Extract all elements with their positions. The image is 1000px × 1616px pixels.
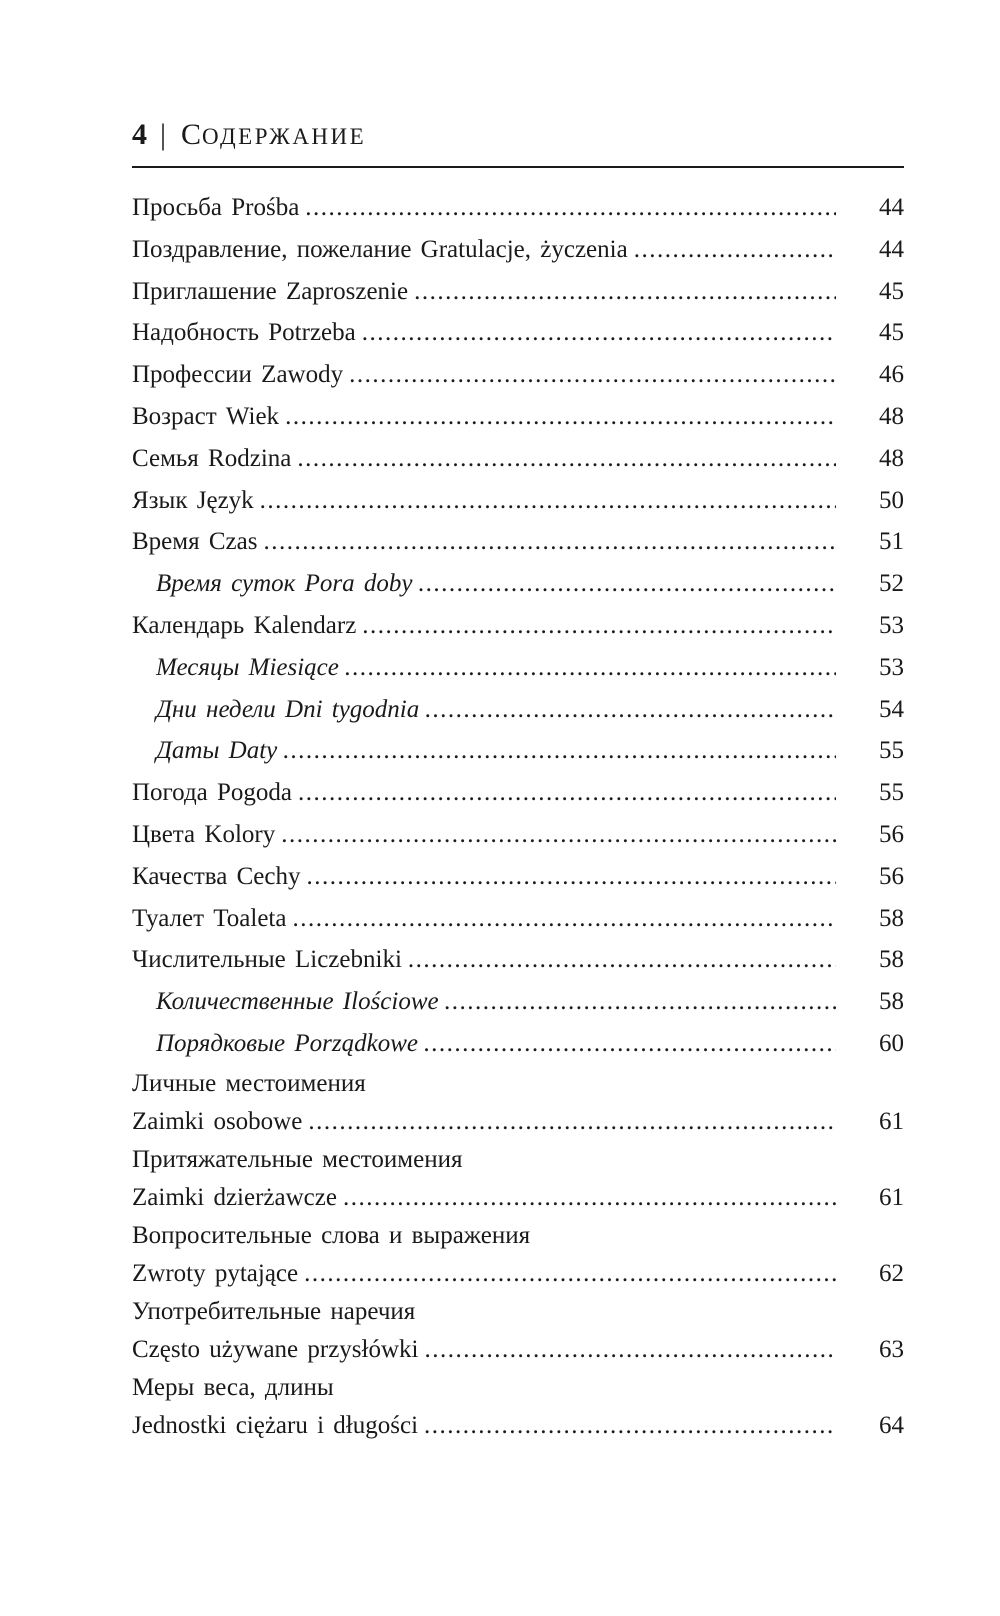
toc-entry-page: 53 xyxy=(879,653,904,681)
toc-entry-title-pl: Zwroty pytające xyxy=(132,1259,299,1287)
toc-entry xyxy=(132,229,904,271)
toc-entry-title: Погода Pogoda xyxy=(132,779,293,807)
toc-entry-title-pl: Zaimki dzierżawcze xyxy=(132,1183,337,1211)
toc-subentry xyxy=(132,563,904,605)
toc-entry-title-ru: Употребительные наречия xyxy=(132,1297,416,1325)
toc-entry xyxy=(132,1217,904,1293)
toc-subentry xyxy=(132,689,904,731)
toc-entry-title: Просьба Prośba xyxy=(132,194,300,221)
toc-entry-title: Цвета Kolory xyxy=(132,820,276,848)
toc-entry xyxy=(132,312,904,354)
toc-entry-page: 52 xyxy=(879,570,904,598)
toc-entry-title: Возраст Wiek xyxy=(132,402,280,430)
toc-entry-title: Даты Daty xyxy=(156,737,278,765)
toc-entry-title-pl: Jednostki ciężaru i długości xyxy=(132,1411,419,1439)
dot-leader xyxy=(345,647,836,689)
toc-entry-title: Порядковые Porządkowe xyxy=(156,1029,418,1057)
toc-entry xyxy=(132,1369,904,1445)
toc-entry xyxy=(132,1065,904,1141)
header-rule xyxy=(132,166,904,168)
toc-entry-title-pl: Zaimki osobowe xyxy=(132,1107,303,1135)
toc-entry-page: 44 xyxy=(879,194,904,221)
toc-entry-page: 58 xyxy=(879,904,904,932)
dot-leader xyxy=(424,1331,836,1369)
section-title-rest: ОДЕРЖАНИЕ xyxy=(202,124,367,149)
toc-entry xyxy=(132,814,904,856)
toc-entry-title: Язык Język xyxy=(132,486,254,514)
toc-entry-title-ru: Меры веса, длины xyxy=(132,1373,334,1401)
toc-entry-title: Месяцы Miesiące xyxy=(156,653,339,681)
dot-leader xyxy=(305,187,836,229)
toc-entry xyxy=(132,939,904,981)
dot-leader xyxy=(349,354,836,396)
toc-subentry xyxy=(132,647,904,689)
dot-leader xyxy=(285,396,836,438)
toc-entry-title: Дни недели Dni tygodnia xyxy=(156,695,420,723)
dot-leader xyxy=(424,1407,836,1445)
dot-leader xyxy=(263,521,836,563)
dot-leader xyxy=(418,563,836,605)
toc-entry xyxy=(132,605,904,647)
dot-leader xyxy=(308,1103,836,1141)
dot-leader xyxy=(297,438,836,480)
toc-entry-page: 62 xyxy=(879,1259,904,1287)
toc-entry xyxy=(132,898,904,940)
toc-entry-title: Календарь Kalendarz xyxy=(132,611,357,639)
toc-entry-title: Профессии Zawody xyxy=(132,361,344,389)
dot-leader xyxy=(306,856,836,898)
toc-entry-page: 58 xyxy=(879,988,904,1016)
toc-entry-title: Время суток Pora doby xyxy=(156,570,413,598)
toc-entry-page: 56 xyxy=(879,862,904,890)
toc-entry-title: Надобность Potrzeba xyxy=(132,319,356,347)
toc-entry xyxy=(132,354,904,396)
toc-entry-page: 64 xyxy=(879,1411,904,1439)
toc-entry-page: 56 xyxy=(879,820,904,848)
toc-entry xyxy=(132,480,904,522)
toc-entry-page: 50 xyxy=(879,486,904,514)
toc-entry xyxy=(132,396,904,438)
toc-entry xyxy=(132,1293,904,1369)
running-head xyxy=(132,118,366,158)
section-title-initial: С xyxy=(181,118,203,151)
toc-subentry xyxy=(132,730,904,772)
dot-leader xyxy=(445,981,836,1023)
dot-leader xyxy=(425,689,836,731)
toc-entry xyxy=(132,1141,904,1217)
toc-entry-page: 45 xyxy=(879,319,904,347)
toc-entry-title: Время Czas xyxy=(132,528,258,556)
dot-leader xyxy=(362,312,836,354)
dot-leader xyxy=(260,480,836,522)
toc-entry-page: 58 xyxy=(879,946,904,974)
toc-entry-title-ru: Вопросительные слова и выражения xyxy=(132,1221,531,1249)
dot-leader xyxy=(304,1255,836,1293)
toc-entry-page: 61 xyxy=(879,1107,904,1135)
page-number: 4 xyxy=(132,118,148,151)
dot-leader xyxy=(283,730,836,772)
toc-entry-title-ru: Личные местоимения xyxy=(132,1069,366,1097)
toc-entry-page: 55 xyxy=(879,737,904,765)
toc-entry-page: 44 xyxy=(879,235,904,263)
dot-leader xyxy=(414,271,836,313)
toc-entry xyxy=(132,521,904,563)
dot-leader xyxy=(298,772,836,814)
toc-entry-page: 48 xyxy=(879,444,904,472)
toc-entry-page: 61 xyxy=(879,1183,904,1211)
toc-entry-page: 53 xyxy=(879,611,904,639)
toc-entry xyxy=(132,438,904,480)
toc-subentry xyxy=(132,981,904,1023)
toc-entry xyxy=(132,856,904,898)
dot-leader xyxy=(634,229,836,271)
toc-entry-title: Качества Cechy xyxy=(132,862,301,890)
dot-leader xyxy=(281,814,836,856)
toc-entry-title: Поздравление, пожелание Gratulacje, życzenia xyxy=(132,235,628,263)
header-separator: | xyxy=(160,118,168,151)
toc-subentry xyxy=(132,1023,904,1065)
dot-leader xyxy=(424,1023,836,1065)
toc-entry-page: 54 xyxy=(879,695,904,723)
toc-entry-page: 46 xyxy=(879,361,904,389)
toc-entry-title-pl: Często używane przysłówki xyxy=(132,1335,419,1363)
dot-leader xyxy=(343,1179,836,1217)
toc-entry-page: 55 xyxy=(879,779,904,807)
toc-entry-title: Количественные Ilościowe xyxy=(156,988,439,1016)
toc-entry-page: 45 xyxy=(879,277,904,305)
toc-entry-title-ru: Притяжательные местоимения xyxy=(132,1145,463,1173)
toc-entry-page: 60 xyxy=(879,1029,904,1057)
toc-entry-page: 48 xyxy=(879,402,904,430)
toc-entry-page: 63 xyxy=(879,1335,904,1363)
toc-entry xyxy=(132,772,904,814)
book-page xyxy=(132,0,904,1616)
toc-entry-title: Туалет Toaleta xyxy=(132,904,287,932)
toc-entry-page: 51 xyxy=(879,528,904,556)
dot-leader xyxy=(292,898,836,940)
toc-entry xyxy=(132,187,904,229)
section-title xyxy=(181,118,366,152)
toc-entry xyxy=(132,271,904,313)
toc-entry-title: Семья Rodzina xyxy=(132,444,292,472)
table-of-contents xyxy=(132,187,904,1445)
dot-leader xyxy=(408,939,836,981)
dot-leader xyxy=(362,605,836,647)
toc-entry-title: Приглашение Zaproszenie xyxy=(132,277,409,305)
toc-entry-title: Числительные Liczebniki xyxy=(132,946,402,974)
